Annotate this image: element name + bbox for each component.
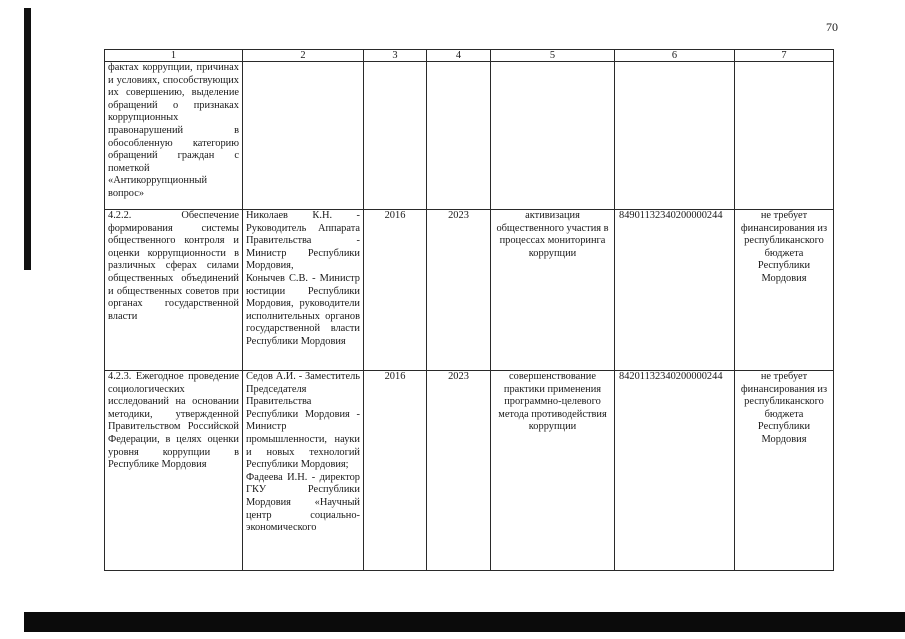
responsible-cell <box>243 210 364 371</box>
end-year-cell <box>427 62 491 210</box>
column-number: 1 <box>105 50 243 62</box>
column-number: 4 <box>427 50 491 62</box>
start-year-cell: 2016 <box>364 210 427 371</box>
scan-edge-bottom <box>24 612 905 632</box>
measures-table <box>104 49 834 571</box>
financing-cell: не требует финансирования из республиканского бюджета Республики Мордовия <box>735 371 834 571</box>
budget-code-cell: 84901132340200000244 <box>615 210 735 371</box>
measure-cell: фактах коррупции, причинах и условиях, способствующих их совершению, выделение обращений о признаках коррупционных правонарушений в обособленную категорию обращений граждан с пометкой «Антикоррупционный вопрос» <box>105 62 243 210</box>
column-number: 2 <box>243 50 364 62</box>
responsible-text: Николаев К.Н. - Руководитель Аппарата Правительства - Министр Республики Мордовия, Конычев С.В. - Министр юстиции Республики Мордовия, руководители исполнительных органов государственной власти Республики Мордовия <box>246 210 360 347</box>
responsible-text: Седов А.И. - Заместитель Председателя Правительства Республики Мордовия - Министр промышленности, науки и новых технологий Республики Мордовия; Фадеева И.Н. - директор ГКУ Республики Мордовия «Научный центр социально-экономического <box>246 371 360 534</box>
start-year-cell <box>364 62 427 210</box>
result-cell: совершенствование практики применения программно-целевого метода противодействия коррупции <box>491 371 615 571</box>
measure-cell: 4.2.2. Обеспечение формирования системы общественного контроля и оценки коррупционности в различных сферах силами общественных объединений и общественных советов при органах государственной власти <box>105 210 243 371</box>
responsible-cell <box>243 371 364 571</box>
column-number: 5 <box>491 50 615 62</box>
financing-cell <box>735 62 834 210</box>
page-number: 70 <box>826 20 838 34</box>
table-row <box>105 210 834 371</box>
budget-code-cell <box>615 62 735 210</box>
budget-code-cell: 84201132340200000244 <box>615 371 735 571</box>
column-number: 6 <box>615 50 735 62</box>
column-number: 7 <box>735 50 834 62</box>
result-cell <box>491 62 615 210</box>
column-number-row <box>105 50 834 62</box>
responsible-cell <box>243 62 364 210</box>
financing-cell: не требует финансирования из республиканского бюджета Республики Мордовия <box>735 210 834 371</box>
end-year-cell: 2023 <box>427 371 491 571</box>
measure-cell: 4.2.3. Ежегодное проведение социологических исследований на основании методики, утвержденной Правительством Российской Федерации, в целях оценки уровня коррупции в Республике Мордовия <box>105 371 243 571</box>
end-year-cell: 2023 <box>427 210 491 371</box>
result-cell: активизация общественного участия в процессах мониторинга коррупции <box>491 210 615 371</box>
column-number: 3 <box>364 50 427 62</box>
scan-edge-left <box>24 8 31 270</box>
table-row <box>105 371 834 571</box>
start-year-cell: 2016 <box>364 371 427 571</box>
table-row <box>105 62 834 210</box>
